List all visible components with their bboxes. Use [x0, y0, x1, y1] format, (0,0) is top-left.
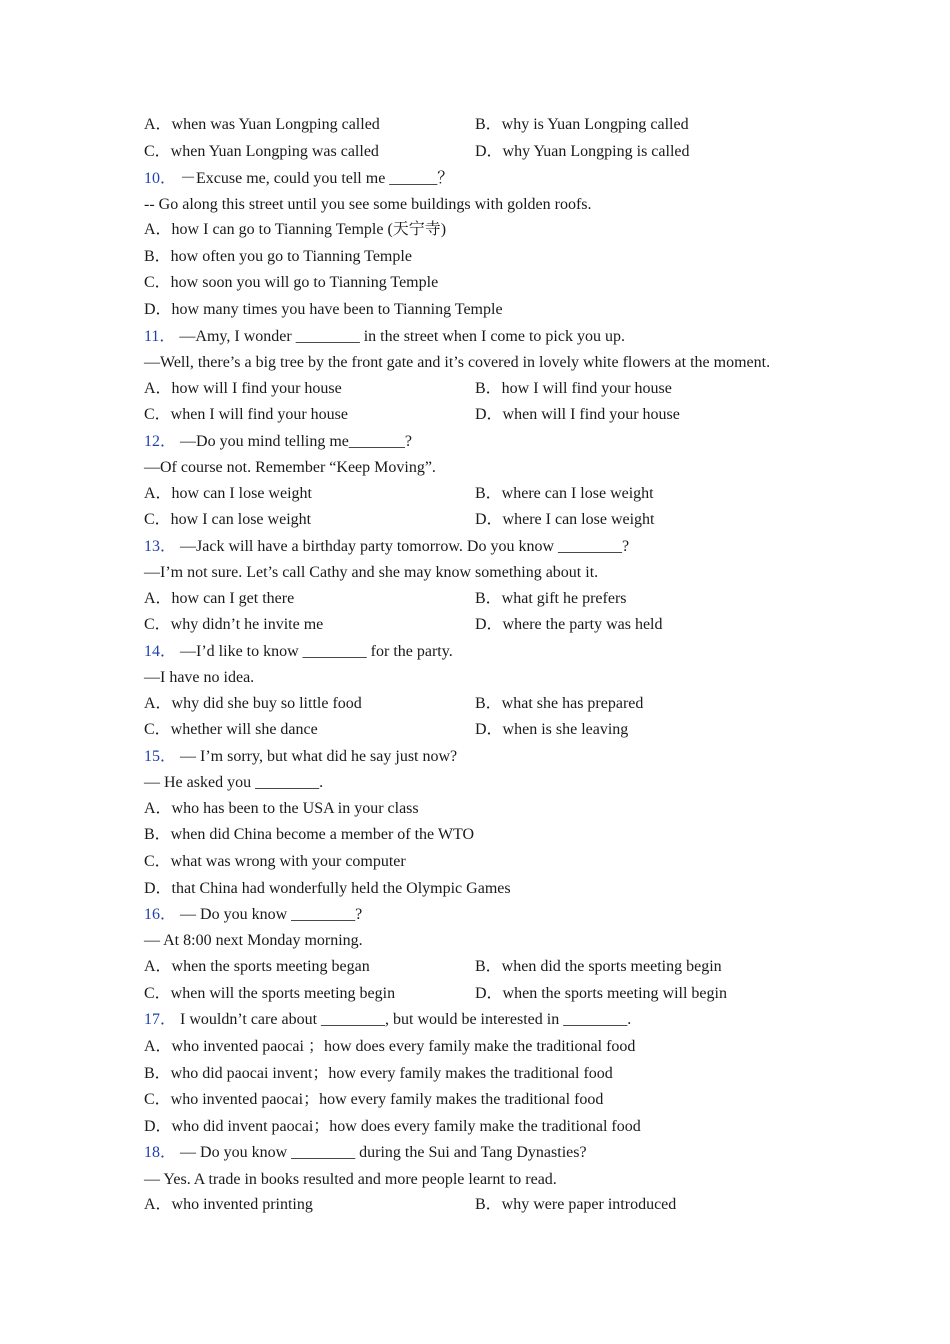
q13-option-c: C．why didn’t he invite me [144, 616, 324, 633]
q18-stem-line [144, 1143, 587, 1163]
q16-option-d: D．when the sports meeting will begin [475, 985, 727, 1002]
q11-option-b: B．how I will find your house [475, 380, 672, 397]
q10-reply: -- Go along this street until you see some buildings with golden roofs. [144, 196, 592, 213]
q11-option-a: A．how will I find your house [144, 380, 342, 397]
q17-stem: I wouldn’t care about ________, but would be interested in ________. [180, 1011, 632, 1028]
q18-option-a: A．who invented printing [144, 1196, 313, 1213]
q18-option-b: B．why were paper introduced [475, 1196, 677, 1213]
q16-option-c: C．when will the sports meeting begin [144, 985, 396, 1002]
q17-stem-line [144, 1010, 631, 1030]
q14-option-c: C．whether will she dance [144, 721, 318, 738]
q10-stem-line [144, 169, 453, 189]
q15-reply: — He asked you ________. [144, 774, 324, 791]
q15-option-d: D．that China had wonderfully held the Olympic Games [144, 880, 511, 897]
q9-option-b: B．why is Yuan Longping called [475, 116, 689, 133]
q10-option-a: A．how I can go to Tianning Temple (天宁寺) [144, 221, 447, 238]
q16-stem: — Do you know ________? [180, 906, 363, 923]
q10-stem: －Excuse me, could you tell me ______？ [180, 170, 454, 187]
q10-option-b: B．how often you go to Tianning Temple [144, 248, 412, 265]
q13-option-a: A．how can I get there [144, 590, 295, 607]
q11-option-d: D．when will I find your house [475, 406, 680, 423]
q12-option-c: C．how I can lose weight [144, 511, 312, 528]
q13-option-d: D．where the party was held [475, 616, 663, 633]
q12-stem: —Do you mind telling me_______? [180, 433, 412, 450]
q16-option-b: B．when did the sports meeting begin [475, 958, 722, 975]
q18-number: 18． [144, 1144, 177, 1161]
q16-reply: — At 8:00 next Monday morning. [144, 932, 363, 949]
q12-reply: —Of course not. Remember “Keep Moving”. [144, 459, 436, 476]
q14-option-d: D．when is she leaving [475, 721, 629, 738]
q13-stem-line [144, 537, 629, 557]
q11-option-c: C．when I will find your house [144, 406, 348, 423]
q10-option-d: D．how many times you have been to Tianning Temple [144, 301, 503, 318]
q18-reply: — Yes. A trade in books resulted and more people learnt to read. [144, 1171, 557, 1188]
q10-option-c: C．how soon you will go to Tianning Temple [144, 274, 439, 291]
q14-option-a: A．why did she buy so little food [144, 695, 362, 712]
q16-option-a: A．when the sports meeting began [144, 958, 370, 975]
q17-option-d: D．who did invent paocai；how does every family make the traditional food [144, 1118, 641, 1135]
q16-stem-line [144, 905, 362, 925]
q13-stem: —Jack will have a birthday party tomorrow. Do you know ________? [180, 538, 630, 555]
q12-option-b: B．where can I lose weight [475, 485, 654, 502]
q9-option-a: A．when was Yuan Longping called [144, 116, 380, 133]
q16-number: 16． [144, 906, 177, 923]
q12-stem-line [144, 432, 412, 452]
q12-number: 12． [144, 433, 177, 450]
q17-option-c: C．who invented paocai；how every family makes the traditional food [144, 1091, 604, 1108]
q15-number: 15． [144, 748, 177, 765]
q17-option-b: B．who did paocai invent；how every family makes the traditional food [144, 1065, 613, 1082]
q14-stem-line [144, 642, 453, 662]
q14-option-b: B．what she has prepared [475, 695, 644, 712]
q15-option-c: C．what was wrong with your computer [144, 853, 406, 870]
q10-number: 10． [144, 170, 177, 187]
q15-stem-line [144, 747, 457, 767]
q12-option-d: D．where I can lose weight [475, 511, 655, 528]
q15-option-a: A．who has been to the USA in your class [144, 800, 419, 817]
q11-reply: —Well, there’s a big tree by the front gate and it’s covered in lovely white flowers at the moment. [144, 354, 771, 371]
q17-option-a: A．who invented paocai ；how does every family make the traditional food [144, 1038, 636, 1055]
q11-number: 11． [144, 328, 176, 345]
q13-option-b: B．what gift he prefers [475, 590, 627, 607]
q13-reply: —I’m not sure. Let’s call Cathy and she may know something about it. [144, 564, 599, 581]
q14-stem: —I’d like to know ________ for the party. [180, 643, 453, 660]
q14-number: 14． [144, 643, 177, 660]
q17-number: 17． [144, 1011, 177, 1028]
q11-stem-line [144, 327, 625, 347]
q14-reply: —I have no idea. [144, 669, 255, 686]
q15-stem: — I’m sorry, but what did he say just now? [180, 748, 458, 765]
q9-option-c: C．when Yuan Longping was called [144, 143, 379, 160]
q9-option-d: D．why Yuan Longping is called [475, 143, 690, 160]
q13-number: 13． [144, 538, 177, 555]
q12-option-a: A．how can I lose weight [144, 485, 312, 502]
q15-option-b: B．when did China become a member of the WTO [144, 826, 474, 843]
q11-stem: —Amy, I wonder ________ in the street when I come to pick you up. [179, 328, 625, 345]
q18-stem: — Do you know ________ during the Sui and Tang Dynasties? [180, 1144, 587, 1161]
